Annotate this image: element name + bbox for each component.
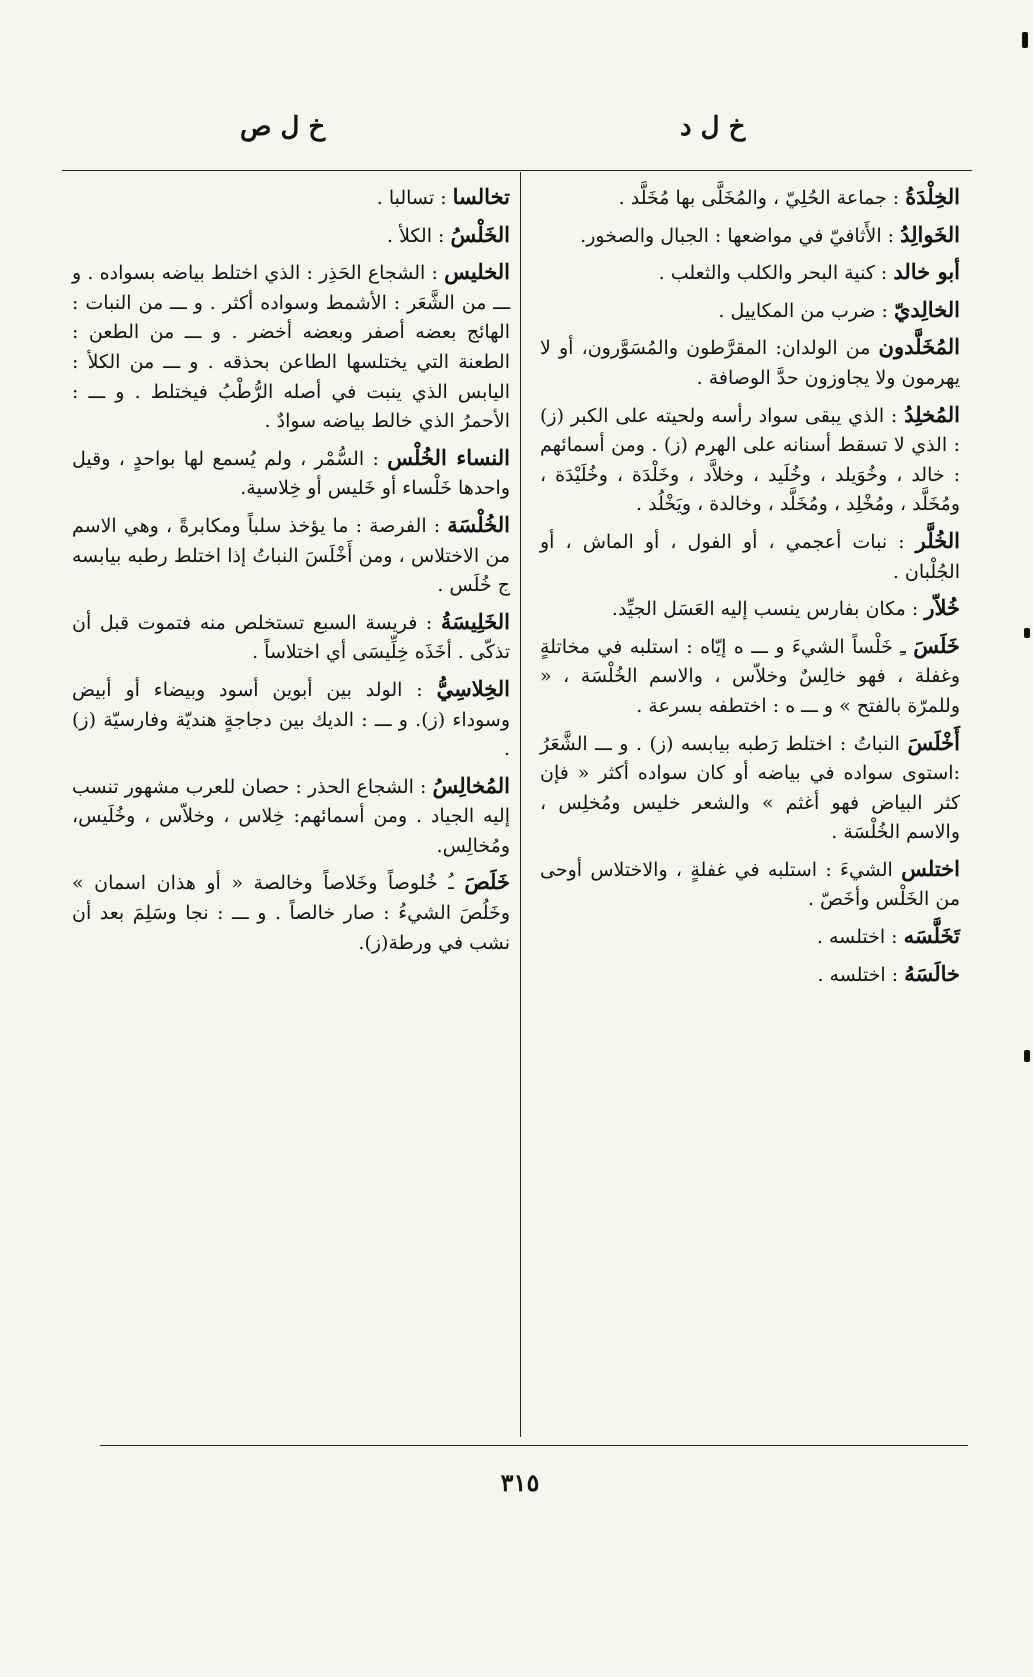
headword: النساء الخُلْس [387,444,510,470]
entry [540,295,960,327]
headword: خَلَصَ [464,869,510,895]
entry [72,443,510,504]
definition: : الشجاع الحَذِر : الذي اختلط بياضه بسواده . و ـــ من الشَّعَر : الأشمط وسواده أكثر . و ـــ من النبات : الهائج بعضه أصفر وبعضه أخضر . و ـــ من الطعن : الطعنة التي يختلسها الطاعن بحذقه . و ـــ من الكلأ : اليابس الذي ينبت في أصله الرُّطْبُ فيختلط . و ـــ : الأحمرُ الذي خالط بياضه سوادٌ . [72,262,510,433]
definition: : تسالبا . [376,187,447,209]
definition: : السُّمْر ، ولم يُسمع لها بواحدٍ ، وقيل واحدها خَلْساء أو خَليس أو خِلاسية. [72,447,510,500]
definition: من الولدان: المقرَّطون والمُسَوَّرون، أو لا يهرمون ولا يجاوزون حدَّ الوصافة . [540,337,960,389]
headword: أَخْلَسَ [907,729,960,755]
entry [72,220,510,252]
root-heading-right: خ ل د [680,112,746,142]
entry [540,728,960,848]
definition: : الولد بين أبوين أسود وبيضاء أو أبيض وسوداء (ز). و ـــ : الديك بين دجاجةٍ هنديّة وفارسيّة (ز) . [72,678,510,761]
headword: الخِلاسِيُّ [436,675,510,701]
entry [72,257,510,437]
headword: الخُلَّر [915,527,960,553]
entry [72,867,510,958]
headword: المُخالِسُ [432,772,510,798]
headword: أبو خالد [893,259,960,285]
definition: : نبات أعجمي ، أو الفول ، أو الماش ، أو الجُلْبان . [540,530,960,583]
entry [72,607,510,668]
definition: : اختلسه . [816,926,898,949]
bottom-rule [100,1445,968,1446]
entry [540,332,960,393]
definition: : الشجاع الحذر : حصان للعرب مشهور تنسب إليه الجياد . ومن أسمائهم: خِلاس ، وخلاّس ، وخُلَيس، ومُخالِس. [72,775,510,857]
definition: ـِ خَلْساً الشيءَ و ـــ ه إيّاه : استلبه في مخاتلةٍ وغفلة ، فهو خالِسٌ وخلاّس ، والاسم الخُلْسَة ، « وللمرّة بالفتح » و ـــ ه : اختطفه بسرعة . [540,635,960,717]
headword: خالَسَهُ [904,960,960,986]
headword: تخالسا [452,184,510,209]
headword: الخَلْسُ [450,221,510,247]
definition: : فريسة السبع تستخلص منه فتموت قبل أن تذكّى . أخَذَه خِلِّيسَى أي اختلاساً . [72,611,510,664]
headword: الخالِديّ [893,296,960,322]
definition: : الفرصة : ما يؤخذ سلباً ومكابرةً ، وهي الاسم من الاختلاس ، ومن أَخْلَسَ النباتُ إذا اختلط رطبه بيابسه ج خُلَس . [72,514,510,597]
edge-mark [1024,628,1030,638]
entry [540,400,960,520]
entry [540,526,960,587]
headword: الخَلِيسَةُ [440,608,510,634]
headword: اختلس [901,855,960,881]
right-column [540,182,960,996]
definition: : ضرب من المكاييل . [718,299,888,322]
entry [540,182,960,214]
page-number: ٣١٥ [500,1468,540,1497]
definition: الشيءَ : استلبه في غفلةٍ ، والاختلاس أوحى من الخَلْس وأخَصّ . [540,858,960,911]
headword: تَخَلَّسَه [903,923,960,949]
entry [540,631,960,722]
definition: : جماعة الحُلِيّ ، والمُخَلَّى بها مُخَلَّد . [618,187,900,209]
entry [72,771,510,862]
headword: الخَوالِدُ [900,221,960,247]
left-column [72,182,510,964]
headword: الخِلْدَةُ [905,184,960,209]
definition: : الذي يبقى سواد رأسه ولحيته على الكبر (ز) : الذي لا تسقط أسنانه على الهرم (ز) . ومن أسمائهم : خالد ، وخُوَيلد ، وخُلَيد ، وخلاَّد ، وخَلْدَة ، وخُلَيْدَة ، ومُخَلَّد ، ومُخْلِد ، ومُخَلَّد ، وخالدة ، ويَخْلُد . [540,404,960,516]
edge-mark [1022,32,1028,48]
headword: الخليس [444,259,511,285]
entry [540,854,960,915]
root-heading-left: خ ل ص [240,112,326,142]
headword: المُخلِدُ [904,401,960,427]
definition: النباتُ : اختلط رَطبه بيابسه (ز) . و ـــ الشَّعَرُ :استوى سواده في بياضه أو كان سواده أكثر « فإن كثر البياض فهو أغثم » والشعر خليس ومُخلِس ، والاسم الخُلْسَة . [540,732,960,844]
headword: خُلاّر [924,595,960,621]
entry [540,921,960,953]
definition: : كنية البحر والكلب والثعلب . [658,262,888,285]
entry [540,257,960,289]
headword: الخُلْسَة [447,511,510,537]
definition: : مكان بفارس ينسب إليه العَسَل الجيِّد. [611,598,919,621]
entry [72,674,510,765]
definition: : الأَثافيّ في مواضعها : الجبال والصخور. [580,224,895,247]
page-header [0,112,1033,152]
definition: : اختلسه . [817,963,899,986]
headword: خَلَسَ [913,632,960,658]
column-divider [520,172,521,1437]
entry [72,510,510,601]
entry [540,220,960,252]
edge-mark [1024,1050,1030,1062]
entry [72,182,510,214]
entry [540,593,960,625]
entry [540,959,960,991]
definition: : الكلأ . [387,224,445,247]
top-rule [62,170,972,171]
headword: المُخَلَّدون [878,334,961,360]
definition: ـُ خُلوصاً وخَلاصاً وخالصة « أو هذان اسمان » وخَلُصَ الشيءُ : صار خالصاً . و ـــ : نجا وسَلِمَ بعد أن نشب في ورطة(ز). [72,872,510,954]
